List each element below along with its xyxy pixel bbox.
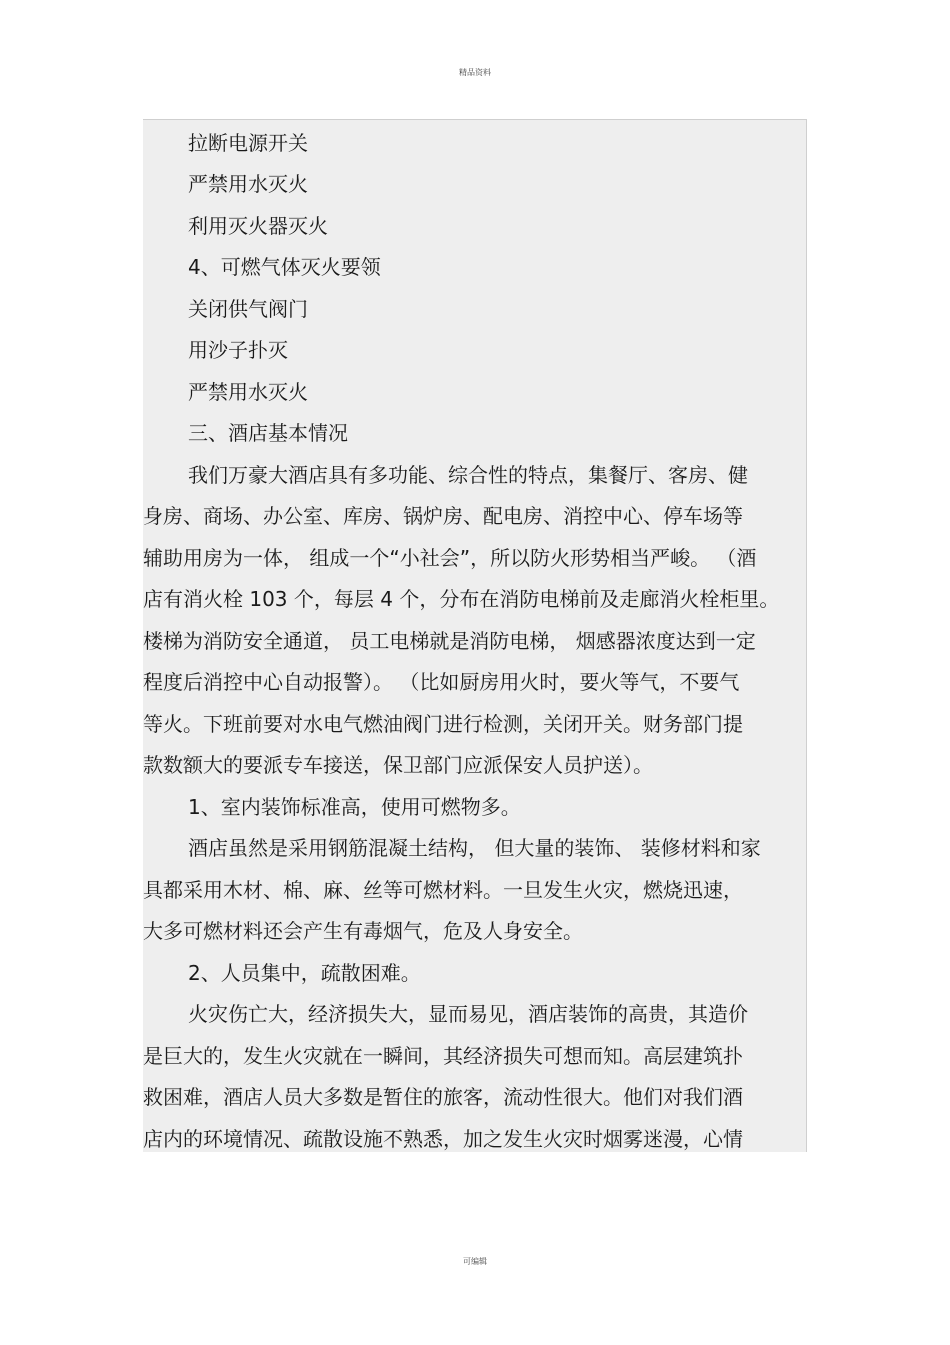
text-line: 辅助用房为一体， 组成一个“小社会”，所以防火形势相当严峻。 （酒 (143, 546, 757, 570)
text-line: 是巨大的，发生火灾就在一瞬间，其经济损失可想而知。高层建筑扑 (143, 1044, 743, 1068)
text-line: 身房、商场、办公室、库房、锅炉房、配电房、消控中心、停车场等 (143, 504, 743, 528)
text-line: 款数额大的要派专车接送，保卫部门应派保安人员护送）。 (143, 753, 653, 777)
text-line: 用沙子扑灭 (188, 338, 288, 362)
text-line: 利用灭火器灭火 (188, 214, 328, 238)
text-line: 店有消火栓 103 个，每层 4 个，分布在消防电梯前及走廊消火栓柜里。 (143, 587, 780, 611)
subsection-heading: 2、人员集中，疏散困难。 (188, 961, 421, 985)
text-line: 火灾伤亡大，经济损失大，显而易见，酒店装饰的高贵，其造价 (188, 1002, 748, 1026)
text-line: 具都采用木材、棉、麻、丝等可燃材料。一旦发生火灾，燃烧迅速， (143, 878, 743, 902)
text-line: 4、可燃气体灭火要领 (188, 255, 381, 279)
page-footer-note: 可编辑 (463, 1257, 487, 1266)
text-line: 严禁用水灭火 (188, 172, 308, 196)
text-line: 我们万豪大酒店具有多功能、综合性的特点，集餐厅、客房、健 (188, 463, 748, 487)
text-line: 拉断电源开关 (188, 131, 308, 155)
text-line: 救困难，酒店人员大多数是暂住的旅客，流动性很大。他们对我们酒 (143, 1085, 743, 1109)
text-line: 关闭供气阀门 (188, 297, 308, 321)
text-line: 酒店虽然是采用钢筋混凝土结构， 但大量的装饰、 装修材料和家 (188, 836, 761, 860)
text-line: 严禁用水灭火 (188, 380, 308, 404)
document-text-region (143, 119, 807, 1152)
subsection-heading: 1、室内装饰标准高，使用可燃物多。 (188, 795, 521, 819)
text-line: 等火。下班前要对水电气燃油阀门进行检测，关闭开关。财务部门提 (143, 712, 743, 736)
text-line: 楼梯为消防安全通道， 员工电梯就是消防电梯， 烟感器浓度达到一定 (143, 629, 756, 653)
section-heading: 三、酒店基本情况 (188, 421, 348, 445)
text-line: 店内的环境情况、疏散设施不熟悉，加之发生火灾时烟雾迷漫，心情 (143, 1127, 743, 1151)
page-header-note: 精品资料 (459, 68, 491, 77)
text-line: 大多可燃材料还会产生有毒烟气，危及人身安全。 (143, 919, 583, 943)
text-line: 程度后消控中心自动报警）。 （比如厨房用火时，要火等气，不要气 (143, 670, 740, 694)
